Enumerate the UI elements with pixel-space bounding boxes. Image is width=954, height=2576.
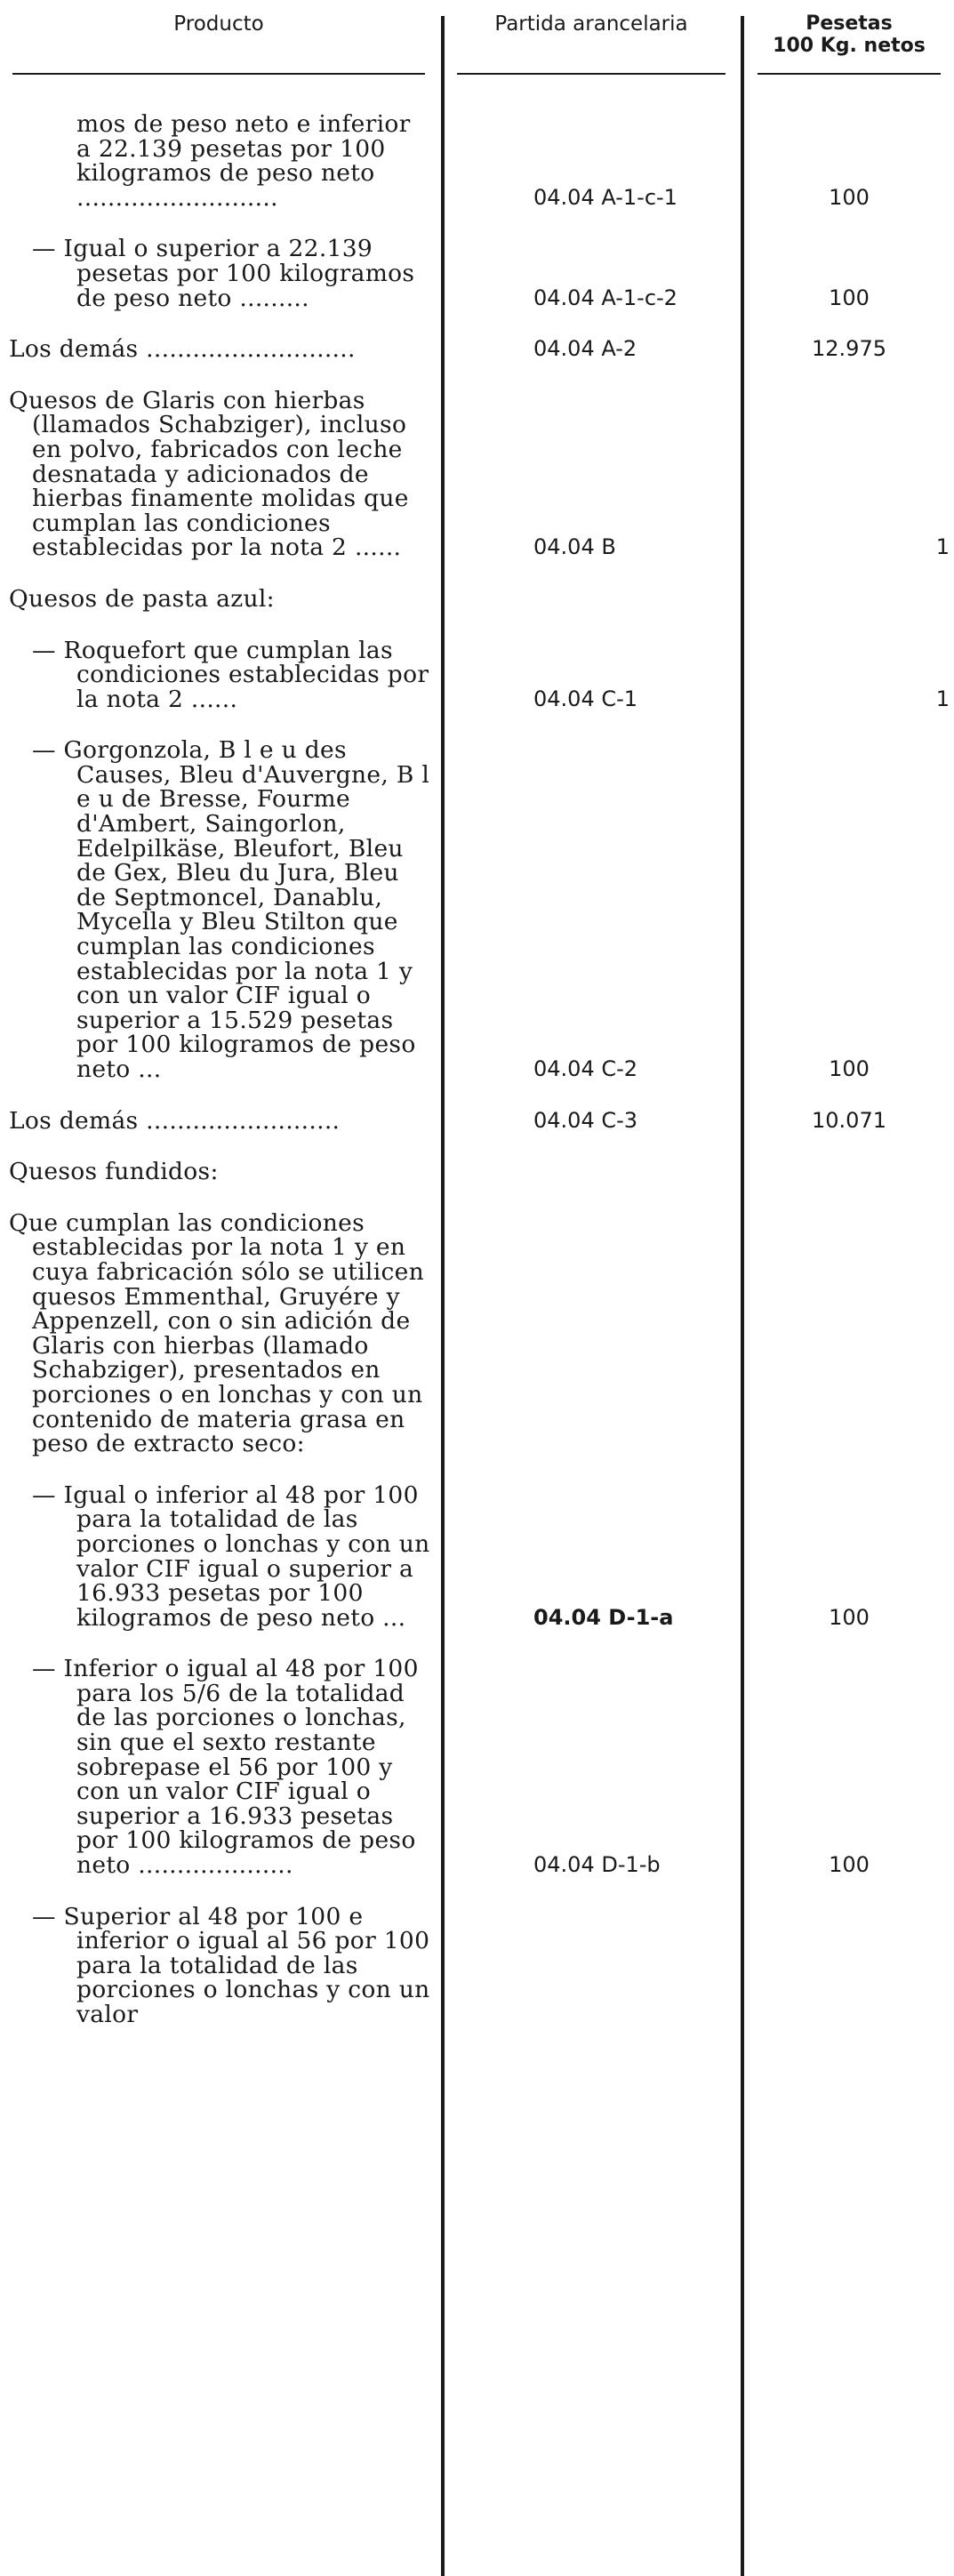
- header-producto: Producto: [173, 12, 264, 36]
- header-rule-pesetas: [758, 73, 941, 75]
- table-row: [0, 1655, 954, 1880]
- product-text: Que cumplan las condiciones establecidas por la nota 1 y en cuya fabricación sólo se utilicen quesos Emmenthal, Gruyére y Appenzell, con o sin adición de Glaris con hierbas (llamado Schabziger), presentados en porciones o en lonchas y con un contenido de materia grasa en peso de extracto seco:: [9, 1208, 424, 1458]
- table-row: [0, 584, 954, 613]
- product-text: — Superior al 48 por 100 e inferior o igual al 56 por 100 para la totalidad de las porciones o lonchas y con un valor: [32, 1902, 430, 2028]
- table-row: [0, 386, 954, 562]
- product-description: [0, 237, 430, 310]
- duty-value: 1: [935, 686, 950, 711]
- header-pesetas: [758, 12, 941, 57]
- tariff-code: 04.04 A-1-c-1: [533, 184, 677, 210]
- product-description: [0, 1483, 430, 1631]
- table-row: [0, 1208, 954, 1458]
- table-row: [0, 1160, 954, 1184]
- product-text: Quesos de pasta azul:: [9, 584, 275, 613]
- tariff-code: 04.04 C-2: [533, 1056, 638, 1081]
- product-description: [0, 337, 430, 362]
- table-row: [0, 1106, 954, 1135]
- tariff-code: 04.04 C-3: [533, 1107, 638, 1133]
- duty-value: 100: [829, 1056, 870, 1081]
- table-row: [0, 738, 954, 1081]
- duty-value: 10.071: [812, 1107, 886, 1133]
- tariff-code: 04.04 B: [533, 534, 616, 560]
- header-pesetas-line2: 100 Kg. netos: [773, 35, 926, 57]
- product-text: — Gorgonzola, B l e u des Causes, Bleu d'Auvergne, B l e u de Bresse, Fourme d'Ambert, Saingorlon, Edelpilkäse, Bleufort, Bleu de Gex, Bleu du Jura, Bleu de Septmoncel, Danablu, Mycella y Bleu Stilton que cumplan las condiciones establecidas por la nota 1 y con un valor CIF igual o superior a 15.529 pesetas por 100 kilogramos de peso neto ...: [32, 736, 430, 1083]
- tariff-code: 04.04 D-1-b: [533, 1852, 661, 1878]
- product-description: [0, 1655, 430, 1880]
- product-description: [0, 638, 430, 712]
- duty-value: 100: [829, 1852, 870, 1878]
- product-text: mos de peso neto e inferior a 22.139 pesetas por 100 kilogramos de peso neto ..........................: [76, 110, 411, 212]
- table-row: [0, 1483, 954, 1631]
- product-text: — Inferior o igual al 48 por 100 para los 5/6 de la totalidad de las porciones o lonchas, sin que el sexto restante sobrepase el 56 por 100 y con un valor CIF igual o superior a 16.933 pesetas por 100 kilogramos de peso neto ....................: [32, 1655, 419, 1880]
- tariff-code: 04.04 C-1: [533, 686, 638, 711]
- table-row: [0, 237, 954, 310]
- product-description: [0, 1160, 430, 1184]
- product-description: [0, 738, 430, 1081]
- product-text: — Roquefort que cumplan las condiciones establecidas por la nota 2 ......: [32, 636, 429, 713]
- product-description: [0, 112, 430, 210]
- duty-value: 100: [829, 1604, 870, 1630]
- table-row: [0, 112, 954, 210]
- product-text: Quesos de Glaris con hierbas (llamados Schabziger), incluso en polvo, fabricados con leche desnatada y adicionados de hierbas finamente molidas que cumplan las condiciones establecidas por la nota 2 ......: [9, 386, 409, 562]
- tariff-code: 04.04 D-1-a: [533, 1604, 674, 1630]
- product-text: — Igual o inferior al 48 por 100 para la totalidad de las porciones o lonchas y con un valor CIF igual o superior a 16.933 pesetas por 100 kilogramos de peso neto ...: [32, 1481, 430, 1632]
- product-description: [0, 1208, 430, 1458]
- product-text: Quesos fundidos:: [9, 1158, 219, 1186]
- header-rule-partida: [457, 73, 726, 75]
- header-pesetas-line1: Pesetas: [806, 12, 893, 35]
- duty-value: 100: [829, 184, 870, 210]
- duty-value: 12.975: [812, 336, 886, 362]
- header-partida-arancelaria: Partida arancelaria: [494, 12, 688, 36]
- tariff-code: 04.04 A-2: [533, 336, 637, 362]
- tariff-code: 04.04 A-1-c-2: [533, 285, 677, 310]
- product-description: [0, 584, 430, 613]
- duty-value: 100: [829, 285, 870, 310]
- product-description: [0, 386, 430, 562]
- product-text: Los demás ...........................: [9, 335, 356, 364]
- duty-value: 1: [935, 534, 950, 560]
- table-row: [0, 638, 954, 712]
- product-description: [0, 1106, 430, 1135]
- tariff-table-body: [0, 112, 954, 2054]
- product-text: — Igual o superior a 22.139 pesetas por 100 kilogramos de peso neto .........: [32, 235, 415, 312]
- table-row: [0, 1902, 954, 2028]
- table-row: [0, 337, 954, 362]
- product-description: [0, 1902, 430, 2028]
- header-rule-producto: [12, 73, 425, 75]
- product-text: Los demás .........................: [9, 1106, 341, 1135]
